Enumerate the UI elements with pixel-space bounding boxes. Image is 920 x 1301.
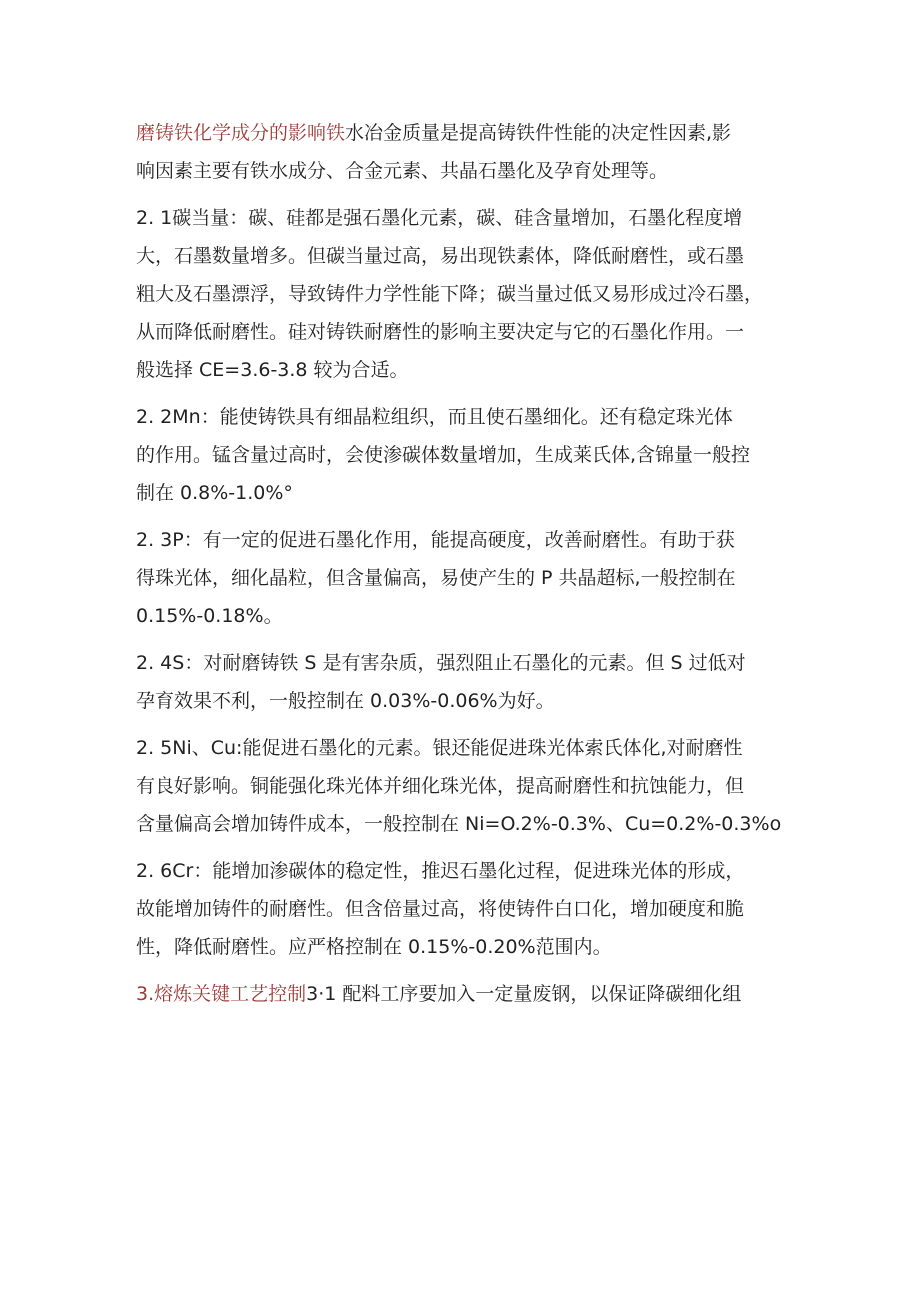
paragraph-manganese	[136, 398, 786, 512]
text-line: 制在 0.8%-1.0%°	[136, 482, 293, 504]
text-line: 2. 5Ni、Cu:能促进石墨化的元素。银还能促进珠光体索氏体化,对耐磨性	[136, 737, 743, 759]
text-run: 3·1 配料工序要加入一定量废钢，以保证降碳细化组	[306, 983, 742, 1005]
text-line: 般选择 CE=3.6-3.8 较为合适。	[136, 359, 409, 381]
paragraph-nickel-copper	[136, 729, 786, 843]
text-line: 2. 2Mn：能使铸铁具有细晶粒组织，而且使石墨细化。还有稳定珠光体	[136, 406, 733, 428]
text-line: 2. 4S：对耐磨铸铁 S 是有害杂质，强烈阻止石墨化的元素。但 S 过低对	[136, 652, 746, 674]
paragraph-phosphorus	[136, 521, 786, 635]
text-line: 故能增加铸件的耐磨性。但含倍量过高，将使铸件白口化，增加硬度和脆	[136, 898, 745, 920]
paragraph-smelting-control	[136, 975, 786, 1013]
text-line: 2. 6Cr：能增加渗碳体的稳定性，推迟石墨化过程，促进珠光体的形成，	[136, 860, 745, 882]
text-line: 含量偏高会增加铸件成本，一般控制在 Ni=O.2%-0.3%、Cu=0.2%-0.3%o	[136, 813, 782, 835]
section-heading: 磨铸铁化学成分的影响铁	[136, 122, 346, 144]
paragraph-chromium	[136, 852, 786, 966]
text-line: 有良好影响。铜能强化珠光体并细化珠光体，提高耐磨性和抗蚀能力，但	[136, 775, 745, 797]
text-line: 粗大及石墨漂浮，导致铸件力学性能下降；碳当量过低又易形成过冷石墨，	[136, 283, 764, 305]
text-line: 的作用。锰含量过高时，会使渗碳体数量增加，生成莱氏体,含锦量一般控	[136, 444, 751, 466]
text-line: 性，降低耐磨性。应严格控制在 0.15%-0.20%范围内。	[136, 936, 612, 958]
text-line: 从而降低耐磨性。硅对铸铁耐磨性的影响主要决定与它的石墨化作用。一	[136, 321, 745, 343]
text-line	[136, 975, 786, 1013]
text-line: 2. 3P：有一定的促进石墨化作用，能提高硬度，改善耐磨性。有助于获	[136, 529, 735, 551]
paragraph-intro	[136, 114, 786, 190]
paragraph-carbon-equivalent	[136, 199, 786, 389]
text-line	[136, 114, 786, 152]
section-heading: 3.熔炼关键工艺控制	[136, 983, 307, 1005]
text-run: 水冶金质量是提高铸铁件性能的决定性因素,影	[345, 122, 732, 144]
paragraph-sulfur	[136, 644, 786, 720]
text-line: 响因素主要有铁水成分、合金元素、共晶石墨化及孕育处理等。	[136, 160, 669, 182]
text-line: 孕育效果不利，一般控制在 0.03%-0.06%为好。	[136, 690, 555, 712]
text-line: 得珠光体，细化晶粒，但含量偏高，易使产生的 P 共晶超标,一般控制在	[136, 567, 736, 589]
text-line: 2. 1碳当量：碳、硅都是强石墨化元素，碳、硅含量增加，石墨化程度增	[136, 207, 743, 229]
document-body	[136, 114, 786, 1013]
text-line: 0.15%-0.18%。	[136, 605, 283, 627]
text-line: 大，石墨数量增多。但碳当量过高，易出现铁素体，降低耐磨性，或石墨	[136, 245, 745, 267]
